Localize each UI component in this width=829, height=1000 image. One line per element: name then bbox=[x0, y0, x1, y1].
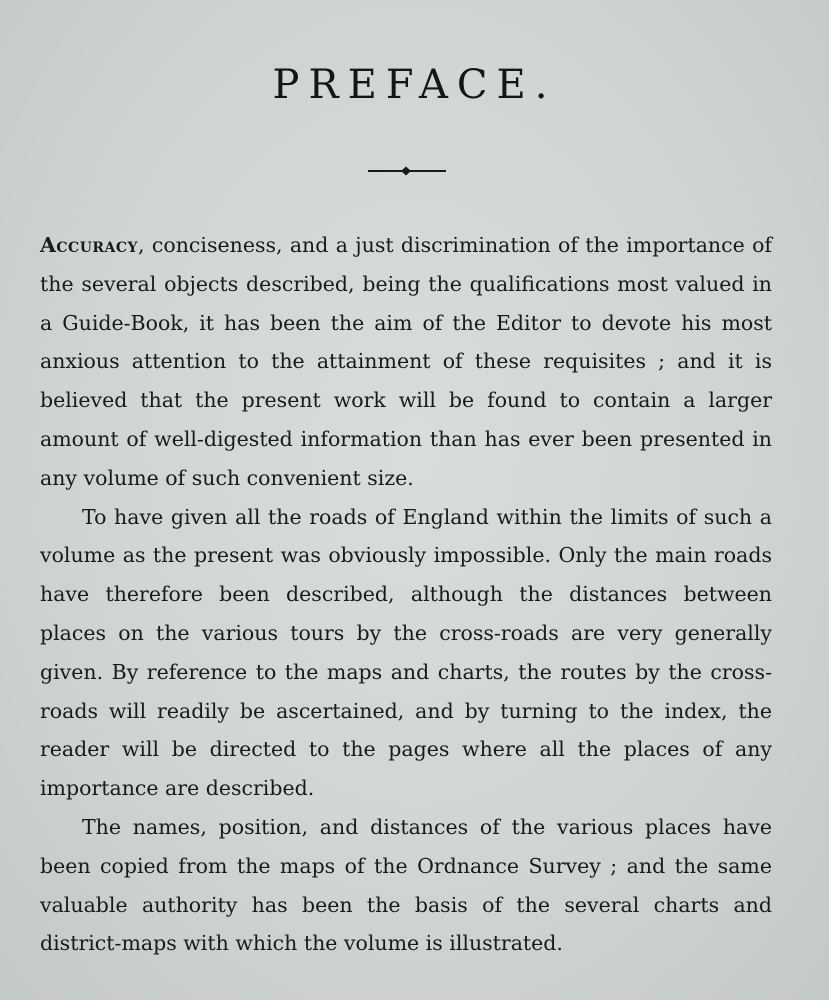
ornament-divider bbox=[368, 164, 446, 178]
paragraph-1 bbox=[40, 226, 772, 498]
paragraph-lead: Accuracy bbox=[40, 233, 139, 257]
preface-body bbox=[40, 226, 772, 963]
paragraph-3 bbox=[40, 808, 772, 963]
page-title: PREFACE. bbox=[272, 62, 557, 108]
ornament-diamond bbox=[401, 167, 411, 176]
paragraph-text: , conciseness, and a just discrimination of the importance of the several objects described, being the qualifications most valued in a Guide-Book, it has been the aim of the Editor to devote his most anxious attention to the attainment of these requisites ; and it is believed that the present work will be found to contain a larger amount of well-digested information than has ever been presented in any volume of such convenient size. bbox=[40, 233, 772, 490]
paragraph-2 bbox=[40, 498, 772, 808]
paragraph-text: To have given all the roads of England within the limits of such a volume as the present was obviously impossible. Only the main roads have therefore been described, although the distances between places on the various tours by the cross-roads are very generally given. By reference to the maps and charts, the routes by the cross-roads will readily be ascertained, and by turning to the index, the reader will be directed to the pages where all the places of any importance are described. bbox=[40, 504, 772, 801]
paragraph-text: The names, position, and distances of the various places have been copied from the maps of the Ordnance Survey ; and the same valuable authority has been the basis of the several charts and district-maps with which the volume is illustrated. bbox=[40, 814, 772, 956]
